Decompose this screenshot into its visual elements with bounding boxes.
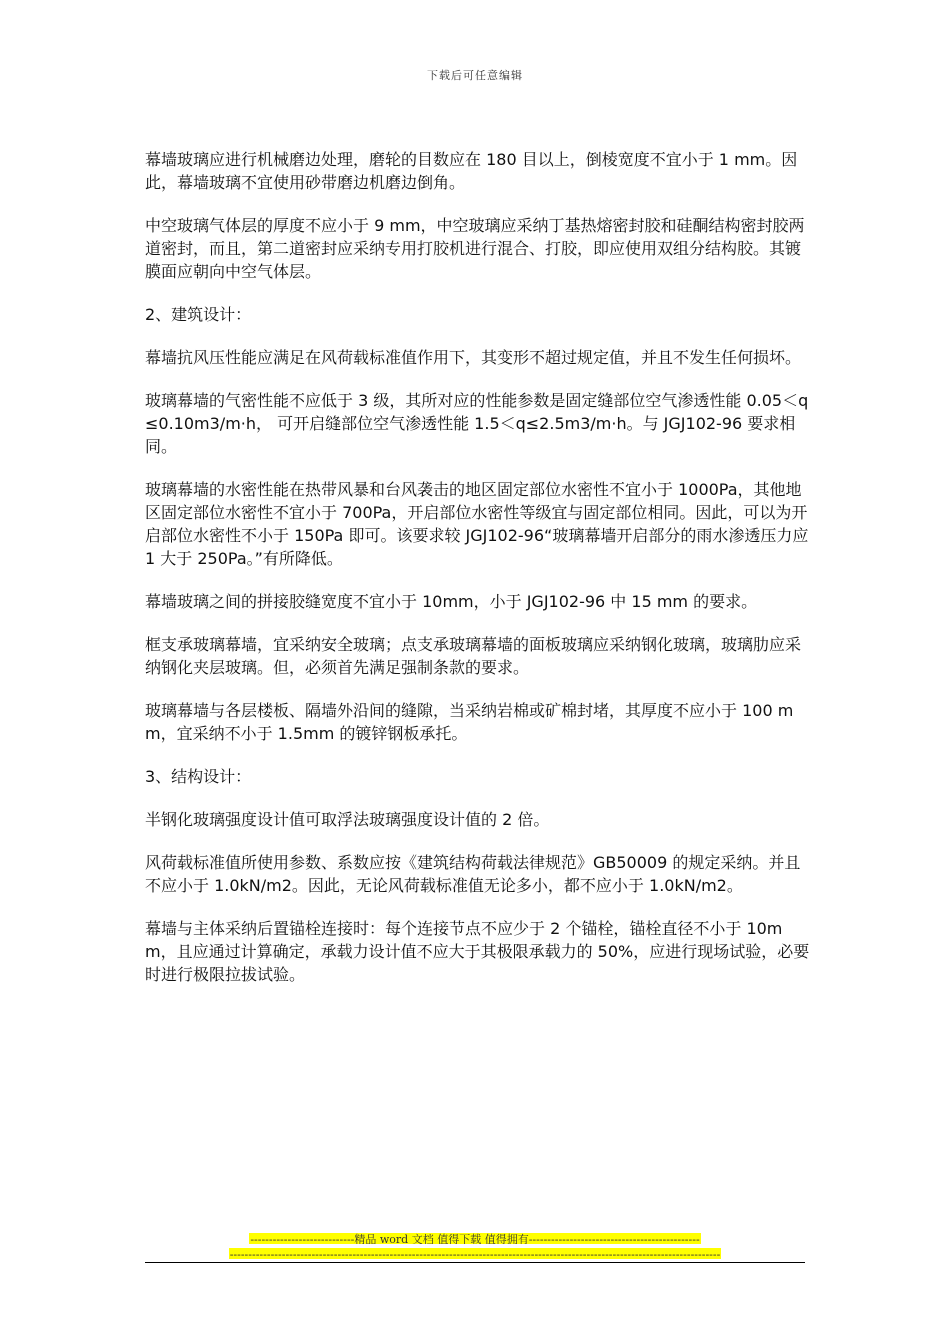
footer-banner-line-2 xyxy=(0,1243,950,1259)
paragraph-wind-pressure: 幕墙抗风压性能应满足在风荷载标准值作用下，其变形不超过规定值，并且不发生任何损坏。 xyxy=(145,348,802,367)
paragraph-air-tightness: 玻璃幕墙的气密性能不应低于 3 级，其所对应的性能参数是固定缝部位空气渗透性能 0.05＜q≤0.10m3/m·h， 可开启缝部位空气渗透性能 1.5＜q≤2.5m3/m·h。与 JGJ102-96 要求相同。 xyxy=(145,391,809,456)
footer-banner-line-1 xyxy=(0,1228,950,1244)
paragraph-tempered-strength: 半钢化玻璃强度设计值可取浮法玻璃强度设计值的 2 倍。 xyxy=(145,810,550,829)
paragraph-insulating-glass: 中空玻璃气体层的厚度不应小于 9 mm，中空玻璃应采纳丁基热熔密封胶和硅酮结构密封胶两道密封，而且，第二道密封应采纳专用打胶机进行混合、打胶，即应使用双组分结构胶。其镀膜面应朝向中空气体层。 xyxy=(145,216,805,281)
document-body xyxy=(145,148,810,1006)
paragraph-anchor-bolts: 幕墙与主体采纳后置锚栓连接时：每个连接节点不应少于 2 个锚栓，锚栓直径不小于 10mm，且应通过计算确定，承载力设计值不应大于其极限承载力的 50%，应进行现场试验，必要时进行极限拉拔试验。 xyxy=(145,919,810,984)
paragraph-joint-width: 幕墙玻璃之间的拼接胶缝宽度不宜小于 10mm，小于 JGJ102-96 中 15 mm 的要求。 xyxy=(145,592,758,611)
footer-divider xyxy=(145,1262,805,1263)
paragraph-wind-load: 风荷载标准值所使用参数、系数应按《建筑结构荷载法律规范》GB50009 的规定采纳。并且不应小于 1.0kN/m2。因此，无论风荷载标准值无论多小，都不应小于 1.0kN/m2。 xyxy=(145,853,801,895)
section-heading-architectural-design: 2、建筑设计： xyxy=(145,305,252,324)
footer-banner-text: ----------------------------精品 word 文档 值得下载 值得拥有---------------------------------------------- xyxy=(249,1233,700,1244)
paragraph-glass-edging: 幕墙玻璃应进行机械磨边处理，磨轮的目数应在 180 目以上，倒棱宽度不宜小于 1 mm。因此，幕墙玻璃不宜使用砂带磨边机磨边倒角。 xyxy=(145,150,798,192)
paragraph-gap-sealing: 玻璃幕墙与各层楼板、隔墙外沿间的缝隙，当采纳岩棉或矿棉封堵，其厚度不应小于 100 mm，宜采纳不小于 1.5mm 的镀锌钢板承托。 xyxy=(145,701,794,743)
footer-banner-dashes: ------------------------------------------------------------------------------------------------------------------------------------ xyxy=(229,1248,722,1259)
page-header-note: 下载后可任意编辑 xyxy=(427,69,523,82)
paragraph-safety-glass: 框支承玻璃幕墙，宜采纳安全玻璃；点支承玻璃幕墙的面板玻璃应采纳钢化玻璃，玻璃肋应采纳钢化夹层玻璃。但，必须首先满足强制条款的要求。 xyxy=(145,635,802,677)
section-heading-structural-design: 3、结构设计： xyxy=(145,767,252,786)
paragraph-water-tightness: 玻璃幕墙的水密性能在热带风暴和台风袭击的地区固定部位水密性不宜小于 1000Pa，其他地区固定部位水密性不宜小于 700Pa，开启部位水密性等级宜与固定部位相同。因此，可以为开启部位水密性不小于 150Pa 即可。该要求较 JGJ102-96“玻璃幕墙开启部分的雨水渗透压力应 1 大于 250Pa。”有所降低。 xyxy=(145,480,809,568)
